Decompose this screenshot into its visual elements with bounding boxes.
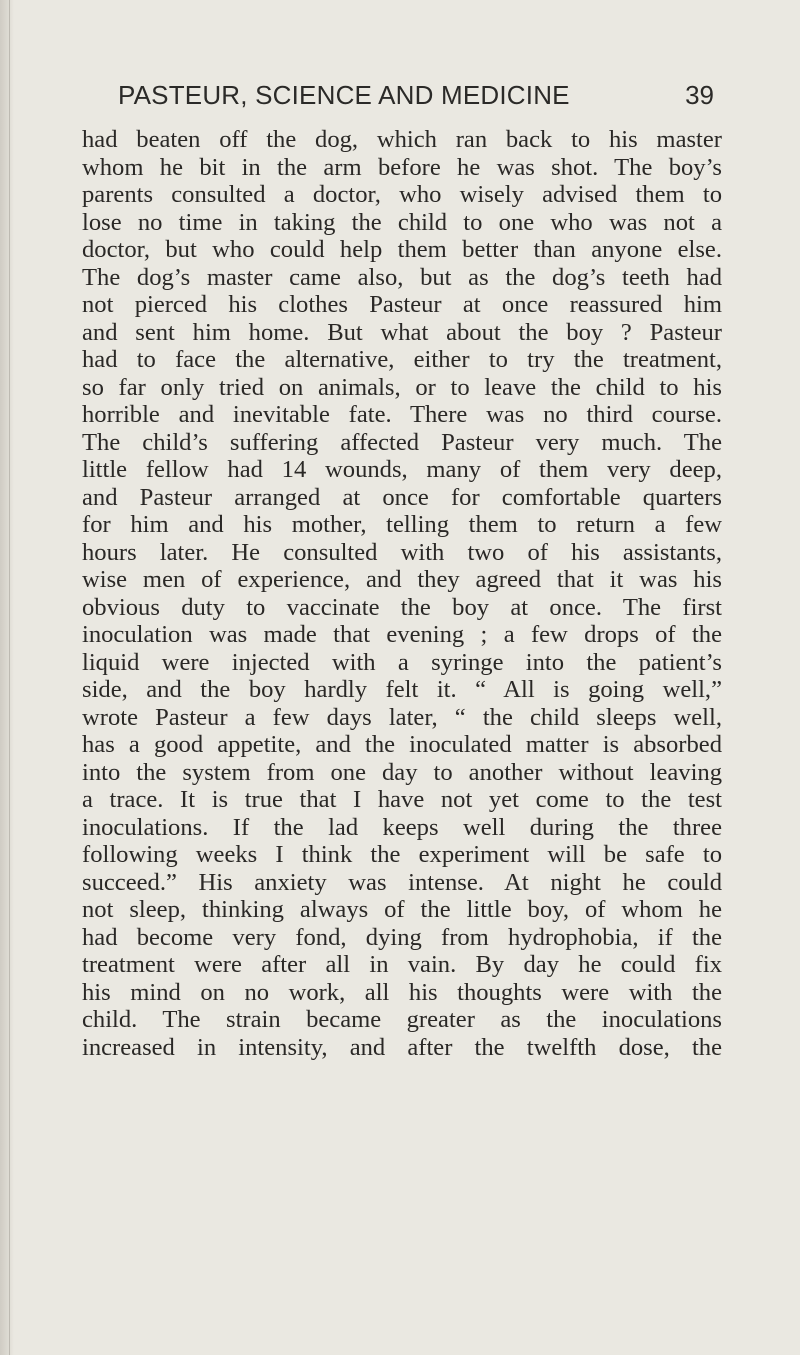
text-line: wise men of experience, and they agreed that it was his bbox=[82, 566, 722, 593]
page-edge bbox=[9, 0, 10, 1355]
text-line: into the system from one day to another without leaving bbox=[82, 758, 722, 786]
page-gutter-shadow bbox=[0, 0, 14, 1355]
text-line: inoculations. If the lad keeps well during the three bbox=[82, 813, 722, 841]
page-header bbox=[118, 80, 714, 120]
text-line: and sent him home. But what about the boy ? Pasteur bbox=[82, 318, 722, 346]
text-line: had to face the alternative, either to try the treatment, bbox=[82, 346, 722, 373]
text-line: has a good appetite, and the inoculated matter is absorbed bbox=[82, 731, 722, 758]
text-line: inoculation was made that evening ; a few drops of the bbox=[82, 621, 722, 648]
text-line: treatment were after all in vain. By day he could fix bbox=[82, 951, 722, 978]
text-line: had beaten off the dog, which ran back to his master bbox=[82, 126, 722, 153]
text-line: liquid were injected with a syringe into the patient’s bbox=[82, 648, 722, 676]
text-line: and Pasteur arranged at once for comfortable quarters bbox=[82, 483, 722, 511]
text-line: had become very fond, dying from hydrophobia, if the bbox=[82, 923, 722, 951]
text-line: hours later. He consulted with two of his assistants, bbox=[82, 538, 722, 566]
text-line: increased in intensity, and after the twelfth dose, the bbox=[82, 1033, 722, 1061]
text-line: obvious duty to vaccinate the boy at once. The first bbox=[82, 593, 722, 621]
text-line: for him and his mother, telling them to return a few bbox=[82, 511, 722, 538]
text-line: not sleep, thinking always of the little boy, of whom he bbox=[82, 896, 722, 923]
text-line: his mind on no work, all his thoughts were with the bbox=[82, 978, 722, 1006]
text-line: following weeks I think the experiment will be safe to bbox=[82, 841, 722, 868]
body-text bbox=[82, 126, 722, 1061]
text-line: side, and the boy hardly felt it. “ All is going well,” bbox=[82, 676, 722, 703]
text-line: lose no time in taking the child to one who was not a bbox=[82, 208, 722, 236]
text-line: child. The strain became greater as the inoculations bbox=[82, 1006, 722, 1033]
text-line: doctor, but who could help them better than anyone else. bbox=[82, 236, 722, 263]
text-line: a trace. It is true that I have not yet come to the test bbox=[82, 786, 722, 813]
text-line: horrible and inevitable fate. There was no third course. bbox=[82, 401, 722, 428]
text-line: succeed.” His anxiety was intense. At night he could bbox=[82, 868, 722, 896]
text-line: The dog’s master came also, but as the dog’s teeth had bbox=[82, 263, 722, 291]
text-line: so far only tried on animals, or to leave the child to his bbox=[82, 373, 722, 401]
page-number: 39 bbox=[685, 80, 714, 110]
text-line: wrote Pasteur a few days later, “ the child sleeps well, bbox=[82, 703, 722, 731]
text-line: The child’s suffering affected Pasteur very much. The bbox=[82, 428, 722, 456]
running-title: PASTEUR, SCIENCE AND MEDICINE bbox=[118, 80, 570, 110]
text-line: little fellow had 14 wounds, many of them very deep, bbox=[82, 456, 722, 483]
text-line: parents consulted a doctor, who wisely advised them to bbox=[82, 181, 722, 208]
text-line: whom he bit in the arm before he was shot. The boy’s bbox=[82, 153, 722, 181]
text-line: not pierced his clothes Pasteur at once reassured him bbox=[82, 291, 722, 318]
